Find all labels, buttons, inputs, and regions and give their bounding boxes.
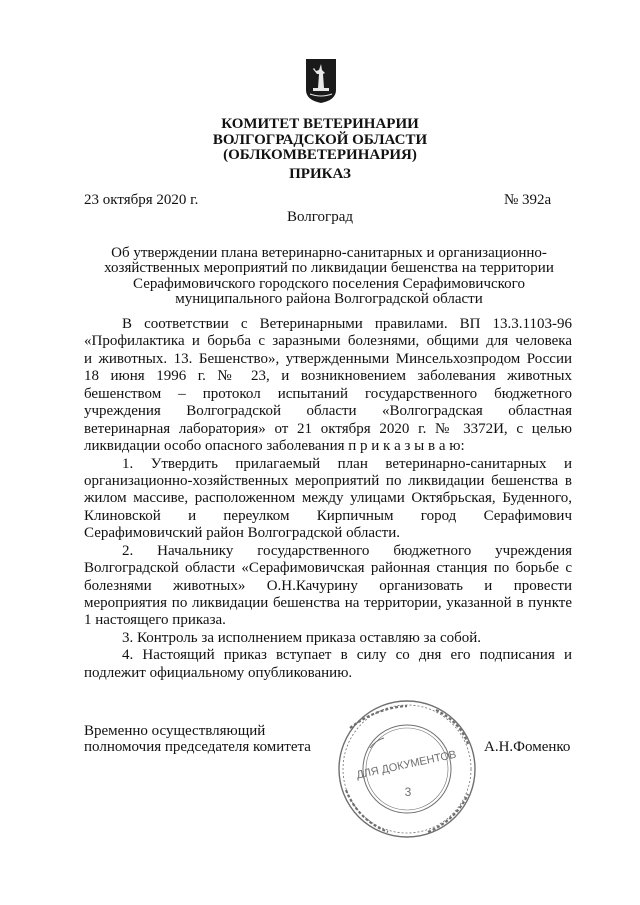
body-line: подлежит официальному опубликованию. <box>84 664 353 681</box>
body-line: ветеринарная лаборатория» от 21 октября 2020 г. № 3372И, с целью <box>84 420 572 437</box>
document-number: № 392а <box>504 192 552 208</box>
body-line: В соответствии с Ветеринарными правилами. ВП 13.3.1103-96 <box>122 316 572 332</box>
subject-line: Серафимовичского городского поселения Серафимовичского <box>133 275 525 292</box>
body-line: бешенством – протокол испытаний государственного бюджетного <box>84 385 572 402</box>
body-line: 4. Настоящий приказ вступает в силу со дня его подписания и <box>122 647 572 664</box>
stamp-center-text: ДЛЯ ДОКУМЕНТОВ <box>355 748 458 782</box>
body-line: Волгоградской области «Серафимовичская районная станция по борьбе с <box>84 560 572 577</box>
subject-line: Об утверждении плана ветеринарно-санитарных и организационно- <box>111 245 547 261</box>
body-line: болезнями животных» О.Н.Качурину организовать и провести <box>84 577 572 594</box>
org-line: ВОЛГОГРАДСКОЙ ОБЛАСТИ <box>212 131 428 148</box>
body-line: «Профилактика и борьба с заразными болезнями, общими для человека <box>84 333 572 350</box>
document-body <box>84 316 572 682</box>
body-line: 3. Контроль за исполнением приказа оставляю за собой. <box>122 629 482 646</box>
document-city: Волгоград <box>286 209 353 225</box>
body-line: 2. Начальнику государственного бюджетного учреждения <box>122 542 572 559</box>
position-line: Временно осуществляющий <box>84 723 266 739</box>
document-subject <box>84 246 574 308</box>
body-line: 1 настоящего приказа. <box>84 612 226 629</box>
organization-name <box>0 117 640 164</box>
signatory-position <box>84 723 311 755</box>
body-line: Клиновской и переулком Кирпичным город Серафимович <box>84 507 572 524</box>
subject-line: муниципального района Волгоградской области <box>175 291 483 308</box>
coat-of-arms-emblem <box>305 58 337 104</box>
org-line: КОМИТЕТ ВЕТЕРИНАРИИ <box>221 116 419 132</box>
body-line: 18 июня 1996 г. № 23, и возникновением заболевания животных <box>84 368 572 385</box>
document-date: 23 октября 2020 г. <box>84 192 199 208</box>
position-line: полномочия председателя комитета <box>84 739 311 755</box>
body-line: 1. Утвердить прилагаемый план ветеринарно-санитарных и <box>122 455 572 472</box>
body-line: и животных. 13. Бешенство», утвержденными Минсельхозпродом России <box>84 350 572 367</box>
body-line: жилом массиве, расположенном между улицами Октябрьская, Буденного, <box>84 490 572 507</box>
body-line: Серафимовичский район Волгоградской области. <box>84 525 400 542</box>
body-line: ликвидации особо опасного заболевания п р и к а з ы в а ю: <box>84 438 465 455</box>
body-line: мероприятия по ликвидации бешенства на территории, указанной в пункте <box>84 595 572 611</box>
official-stamp <box>336 698 478 840</box>
body-line: учреждения Волгоградской области «Волгоградская областная <box>84 403 572 420</box>
signatory-name: А.Н.Фоменко <box>484 739 571 755</box>
body-line: организационно-хозяйственных мероприятий по ликвидации бешенства в <box>84 472 572 489</box>
document-type: ПРИКАЗ <box>289 166 351 182</box>
subject-line: хозяйственных мероприятий по ликвидации бешенства на территории <box>104 260 554 277</box>
org-line: (ОБЛКОМВЕТЕРИНАРИЯ) <box>223 147 417 163</box>
stamp-number: 3 <box>404 785 412 799</box>
